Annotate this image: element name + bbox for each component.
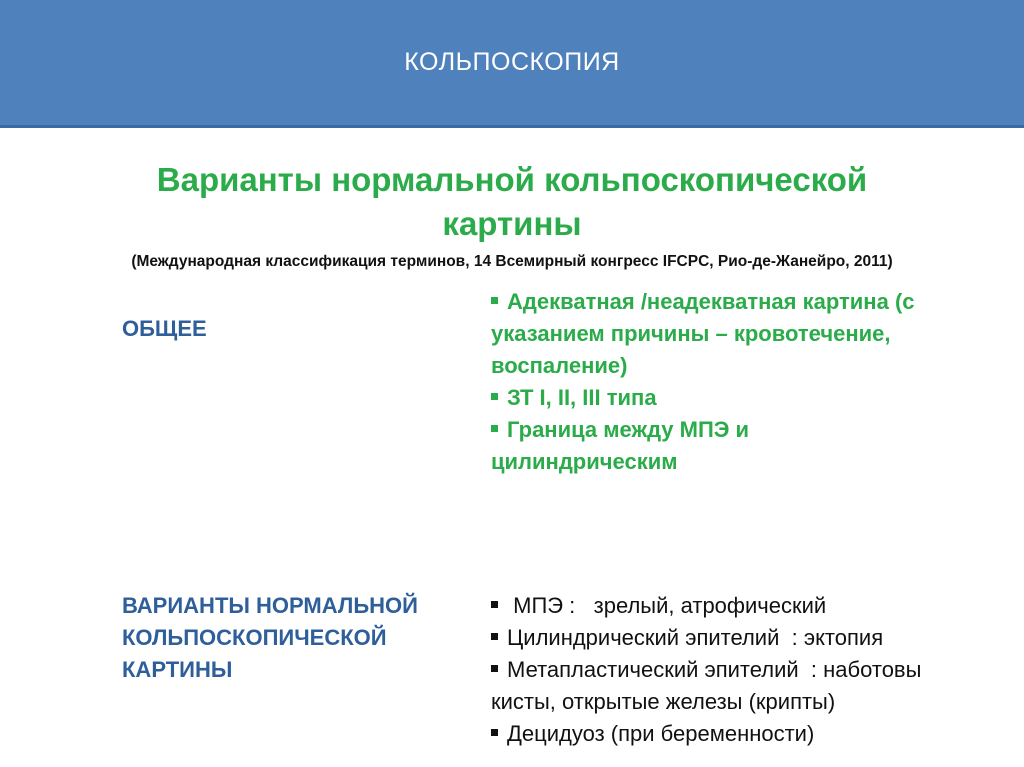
variants-list — [491, 590, 1011, 750]
variants-label-line-3: КАРТИНЫ — [122, 657, 233, 682]
list-item-text: Адекватная /неадекватная картина (с — [507, 289, 915, 314]
list-item-text: Метапластический эпителий : наботовы — [507, 657, 922, 682]
square-bullet-icon — [491, 601, 498, 608]
list-item-text: МПЭ : зрелый, атрофический — [507, 593, 827, 618]
header-title: КОЛЬПОСКОПИЯ — [404, 48, 620, 76]
list-item-text: Граница между МПЭ и — [507, 417, 750, 442]
list-item-text: кисты, открытые железы (крипты) — [491, 689, 836, 714]
list-item-text: цилиндрическим — [491, 449, 678, 474]
list-item-text: ЗТ I, II, III типа — [507, 385, 657, 410]
square-bullet-icon — [491, 729, 498, 736]
variants-label-line-2: КОЛЬПОСКОПИЧЕСКОЙ — [122, 625, 387, 650]
square-bullet-icon — [491, 633, 498, 640]
square-bullet-icon — [491, 665, 498, 672]
main-title — [60, 158, 964, 246]
list-item — [491, 414, 1001, 478]
list-item-text: указанием причины – кровотечение, — [491, 321, 891, 346]
list-item — [491, 622, 1011, 654]
square-bullet-icon — [491, 393, 498, 400]
list-item — [491, 590, 1011, 622]
list-item — [491, 718, 1011, 750]
list-item-text: Цилиндрический эпителий : эктопия — [507, 625, 884, 650]
section-label-variants — [122, 590, 482, 686]
list-item — [491, 286, 1001, 382]
section-label-general: ОБЩЕЕ — [122, 316, 207, 341]
main-title-line-2: картины — [442, 205, 582, 242]
square-bullet-icon — [491, 297, 498, 304]
list-item — [491, 382, 1001, 414]
list-item-text: воспаление) — [491, 353, 628, 378]
main-title-line-1: Варианты нормальной кольпоскопической — [156, 161, 868, 198]
general-list — [491, 286, 1001, 478]
square-bullet-icon — [491, 425, 498, 432]
list-item-text: Децидуоз (при беременности) — [507, 721, 815, 746]
subtitle: (Международная классификация терминов, 14 Всемирный конгресс IFCPC, Рио-де-Жанейро, 2011) — [131, 253, 893, 270]
list-item — [491, 654, 1011, 718]
header-bar — [0, 0, 1024, 128]
variants-label-line-1: ВАРИАНТЫ НОРМАЛЬНОЙ — [122, 593, 418, 618]
